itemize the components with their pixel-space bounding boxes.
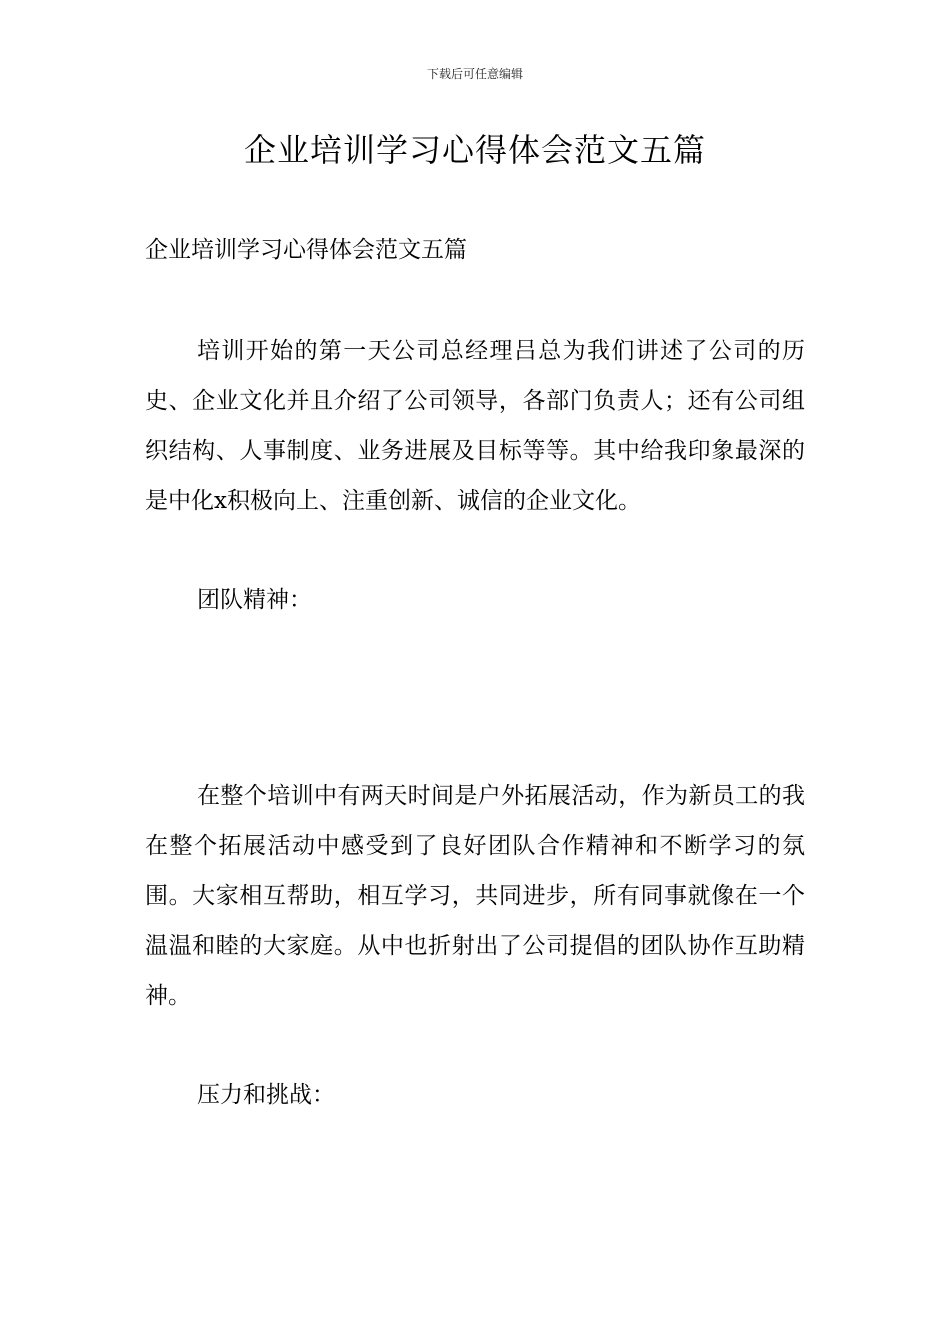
paragraph-team-spirit: 在整个培训中有两天时间是户外拓展活动，作为新员工的我在整个拓展活动中感受到了良好团队合作精神和不断学习的氛围。大家相互帮助，相互学习，共同进步，所有同事就像在一个温温和睦的大家庭。从中也折射出了公司提倡的团队协作互助精神。 bbox=[145, 783, 805, 1009]
paragraph-intro: 培训开始的第一天公司总经理吕总为我们讲述了公司的历史、企业文化并且介绍了公司领导，各部门负责人；还有公司组织结构、人事制度、业务进展及目标等等。其中给我印象最深的是中化x积极向上、注重创新、诚信的企业文化。 bbox=[145, 338, 805, 514]
document-body bbox=[145, 228, 805, 1120]
document-subtitle: 企业培训学习心得体会范文五篇 bbox=[145, 237, 467, 263]
header-note: 下载后可任意编辑 bbox=[426, 67, 523, 81]
section-heading-pressure: 压力和挑战： bbox=[197, 1082, 335, 1108]
document-title: 企业培训学习心得体会范文五篇 bbox=[243, 131, 706, 169]
section-heading-team-spirit: 团队精神： bbox=[197, 587, 312, 613]
